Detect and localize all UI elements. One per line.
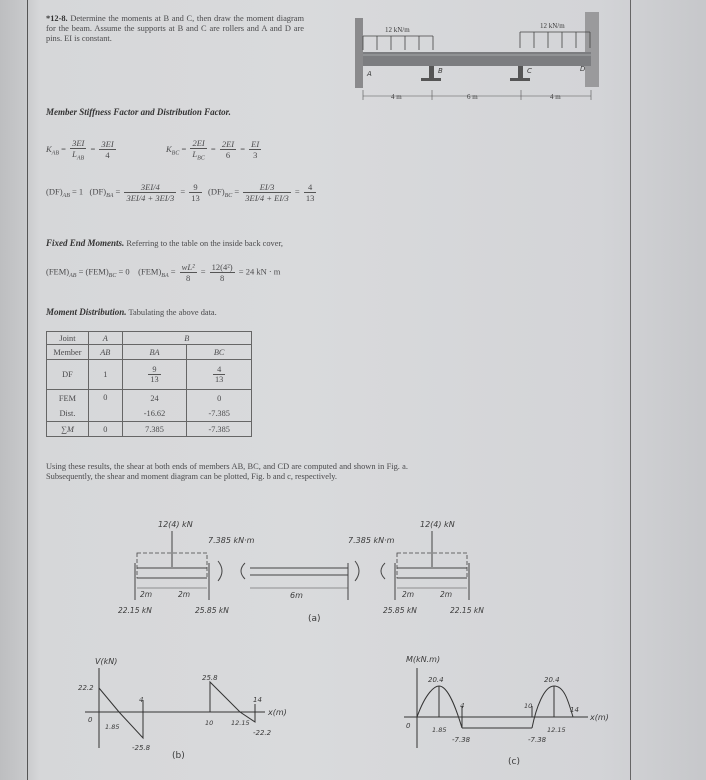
beam — [363, 52, 591, 66]
table-row-joint: Joint A B — [47, 332, 252, 345]
svg-text:14: 14 — [253, 696, 262, 704]
svg-text:6m: 6m — [290, 591, 303, 600]
md-intro: Moment Distribution. Tabulating the above data. — [46, 307, 217, 317]
label-c: C — [527, 67, 532, 75]
load-label-right: 12 kN/m — [540, 22, 565, 30]
beam-figure — [355, 8, 625, 103]
span-cd: 4 m — [550, 93, 561, 101]
svg-text:10: 10 — [524, 702, 533, 710]
fig-a-load-1: 12(4) kN — [158, 520, 193, 529]
fig-a-reaction-2r: 22.15 kN — [450, 606, 484, 615]
fig-a-moment-1: 7.385 kN·m — [208, 536, 255, 545]
shear-y-label: V(kN) — [95, 657, 118, 666]
fig-a-reaction-1r: 25.85 kN — [195, 606, 229, 615]
problem-number: *12-8. — [46, 14, 68, 23]
load-label-left: 12 kN/m — [385, 26, 410, 34]
distributed-load-left — [363, 36, 433, 50]
problem-statement — [46, 14, 304, 44]
results-paragraph: Using these results, the shear at both ends of members AB, BC, and CD are computed and shown in Fig. a. Subsequently, the shear and moment diagram can be plotted, Fig. b and c, respectively. — [46, 462, 408, 481]
label-d: D — [580, 65, 586, 73]
equation-df: $(DF)_{AB} = 1$ $(DF)_{BA}$ = $\frac{3EI/4}{3EI/4 + 3EI/3}$ = $\frac{9}{13}$ $(DF)_{BC}$ = $\frac{EI/3}{3EI/4 + EI/3}$ = $\frac{4}{13}$ — [46, 182, 315, 203]
span-bc: 6 m — [467, 93, 478, 101]
svg-text:25.8: 25.8 — [202, 674, 218, 682]
page-margin-rule-left — [27, 0, 28, 780]
fem-intro: Fixed End Moments. Referring to the table on the inside back cover, — [46, 238, 283, 248]
fig-a-load-2: 12(4) kN — [420, 520, 455, 529]
table-row-fem-dist: FEM Dist. 0 24 -16.62 0 -7.385 — [47, 390, 252, 422]
svg-text:2m: 2m — [140, 590, 153, 599]
svg-text:1.85: 1.85 — [432, 726, 447, 734]
svg-text:2m: 2m — [178, 590, 191, 599]
svg-text:-25.8: -25.8 — [132, 744, 151, 752]
label-a: A — [367, 70, 372, 78]
span-ab: 4 m — [391, 93, 402, 101]
svg-text:14: 14 — [570, 706, 579, 714]
svg-text:2m: 2m — [402, 590, 415, 599]
moment-caption: (c) — [508, 757, 520, 767]
figure-b-shear-diagram — [60, 640, 360, 780]
svg-text:10: 10 — [205, 719, 214, 727]
heading-stiffness: Member Stiffness Factor and Distribution Factor. — [46, 107, 231, 117]
wall-left — [355, 18, 363, 88]
figure-a-free-body — [100, 515, 530, 630]
equation-fem: $(FEM)_{AB} = (FEM)_{BC} = 0$ $(FEM)_{BA}$ = $\frac{\text{wL²}}{8}$ = $\frac{\text{12(4²)}}{8}$ = 24 kN · m — [46, 262, 281, 283]
svg-text:20.4: 20.4 — [428, 676, 444, 684]
fig-a-reaction-2l: 25.85 kN — [383, 606, 417, 615]
svg-text:22.2: 22.2 — [78, 684, 94, 692]
svg-text:12.15: 12.15 — [231, 719, 250, 727]
shear-caption: (b) — [172, 751, 185, 761]
svg-text:12.15: 12.15 — [547, 726, 566, 734]
svg-text:4: 4 — [460, 702, 465, 710]
svg-text:-7.38: -7.38 — [452, 736, 471, 744]
label-b: B — [438, 67, 443, 75]
svg-text:2m: 2m — [440, 590, 453, 599]
equation-k-ab: $K_{AB}$ = $\frac{3EI}{L_{AB}}$ = $\frac{3EI}{4}$ — [46, 138, 114, 162]
problem-text: Determine the moments at B and C, then draw the moment diagram for the beam. Assume the supports at B and C are rollers and A and D are pins. EI is constant. — [46, 14, 304, 43]
moment-x-label: x(m) — [590, 713, 609, 722]
wall-right — [585, 12, 599, 87]
svg-text:1.85: 1.85 — [105, 723, 120, 731]
svg-text:-7.38: -7.38 — [528, 736, 547, 744]
svg-text:4: 4 — [139, 696, 144, 704]
figure-c-moment-diagram — [390, 640, 706, 780]
table-row-sum: ∑M 0 7.385 -7.385 — [47, 422, 252, 437]
svg-text:20.4: 20.4 — [544, 676, 560, 684]
distributed-load-right — [520, 32, 590, 48]
shear-x-label: x(m) — [268, 708, 287, 717]
moment-y-label: M(kN.m) — [406, 655, 441, 664]
table-row-df: DF 1 $\frac{9}{13}$ $\frac{4}{13}$ — [47, 360, 252, 390]
svg-text:0: 0 — [88, 716, 93, 724]
svg-text:-22.2: -22.2 — [253, 729, 272, 737]
equation-k-bc: $K_{BC}$ = $\frac{2EI}{L_{BC}}$ = $\frac{2EI}{6}$ = $\frac{EI}{3}$ — [166, 138, 260, 162]
fig-a-moment-2: 7.385 kN·m — [348, 536, 395, 545]
fig-a-caption: (a) — [308, 614, 321, 624]
svg-text:0: 0 — [406, 722, 411, 730]
fig-a-reaction-1l: 22.15 kN — [118, 606, 152, 615]
moment-distribution-table — [46, 331, 252, 437]
table-row-member: Member AB BA BC — [47, 345, 252, 360]
